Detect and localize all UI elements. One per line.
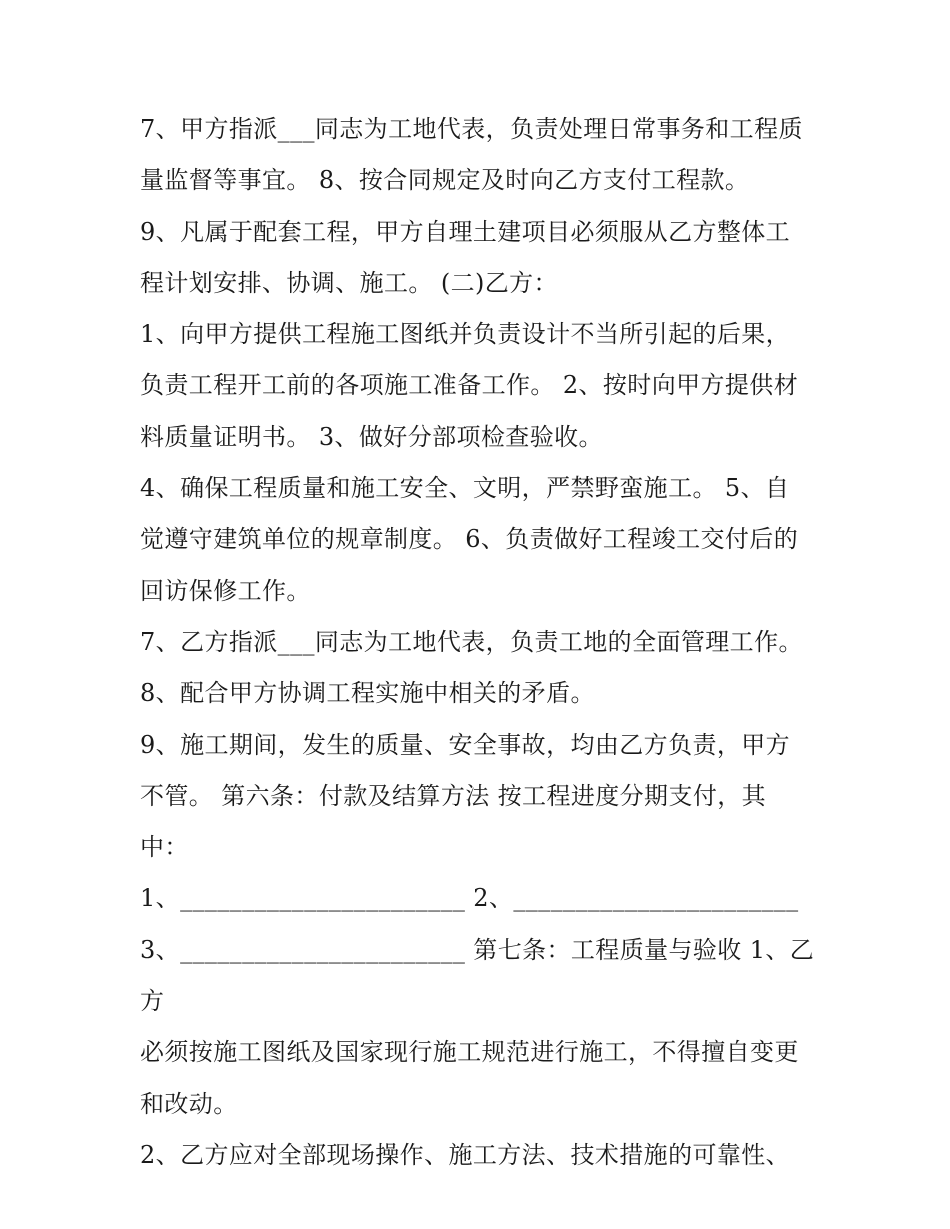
paragraph-yifang-7: 7、乙方指派___同志为工地代表，负责工地的全面管理工作。 [140, 627, 803, 656]
paragraph-yifang-9-article-6: 9、施工期间，发生的质量、安全事故，均由乙方负责，甲方 不管。 第六条：付款及结算方法 按工程进度分期支付，其 中： [140, 730, 791, 862]
paragraph-article-7: 3、_______________________ 第七条：工程质量与验收 1、乙方 必须按施工图纸及国家现行施工规范进行施工，不得擅自变更 和改动。 [140, 935, 815, 1118]
paragraph-jiafang-7-8: 7、甲方指派___同志为工地代表，负责处理日常事务和工程质 量监督等事宜。 8、按合同规定及时向乙方支付工程款。 [140, 115, 803, 195]
paragraph-article-7-item-2: 2、乙方应对全部现场操作、施工方法、技术措施的可靠性、 [140, 1140, 791, 1169]
paragraph-yifang-1-3: 1、向甲方提供工程施工图纸并负责设计不当所引起的后果， 负责工程开工前的各项施工准备工作。 2、按时向甲方提供材 料质量证明书。 3、做好分部项检查验收。 [140, 320, 799, 451]
paragraph-yifang-8: 8、配合甲方协调工程实施中相关的矛盾。 [140, 679, 595, 708]
document-body [140, 104, 820, 1181]
paragraph-payment-blanks-1-2: 1、_______________________ 2、_______________________ [140, 884, 799, 913]
paragraph-yifang-4-6: 4、确保工程质量和施工安全、文明，严禁野蛮施工。 5、自 觉遵守建筑单位的规章制度。 6、负责做好工程竣工交付后的 回访保修工作。 [140, 474, 799, 605]
paragraph-jiafang-9: 9、凡属于配套工程，甲方自理土建项目必须服从乙方整体工 程计划安排、协调、施工。 (二)乙方： [140, 217, 791, 297]
